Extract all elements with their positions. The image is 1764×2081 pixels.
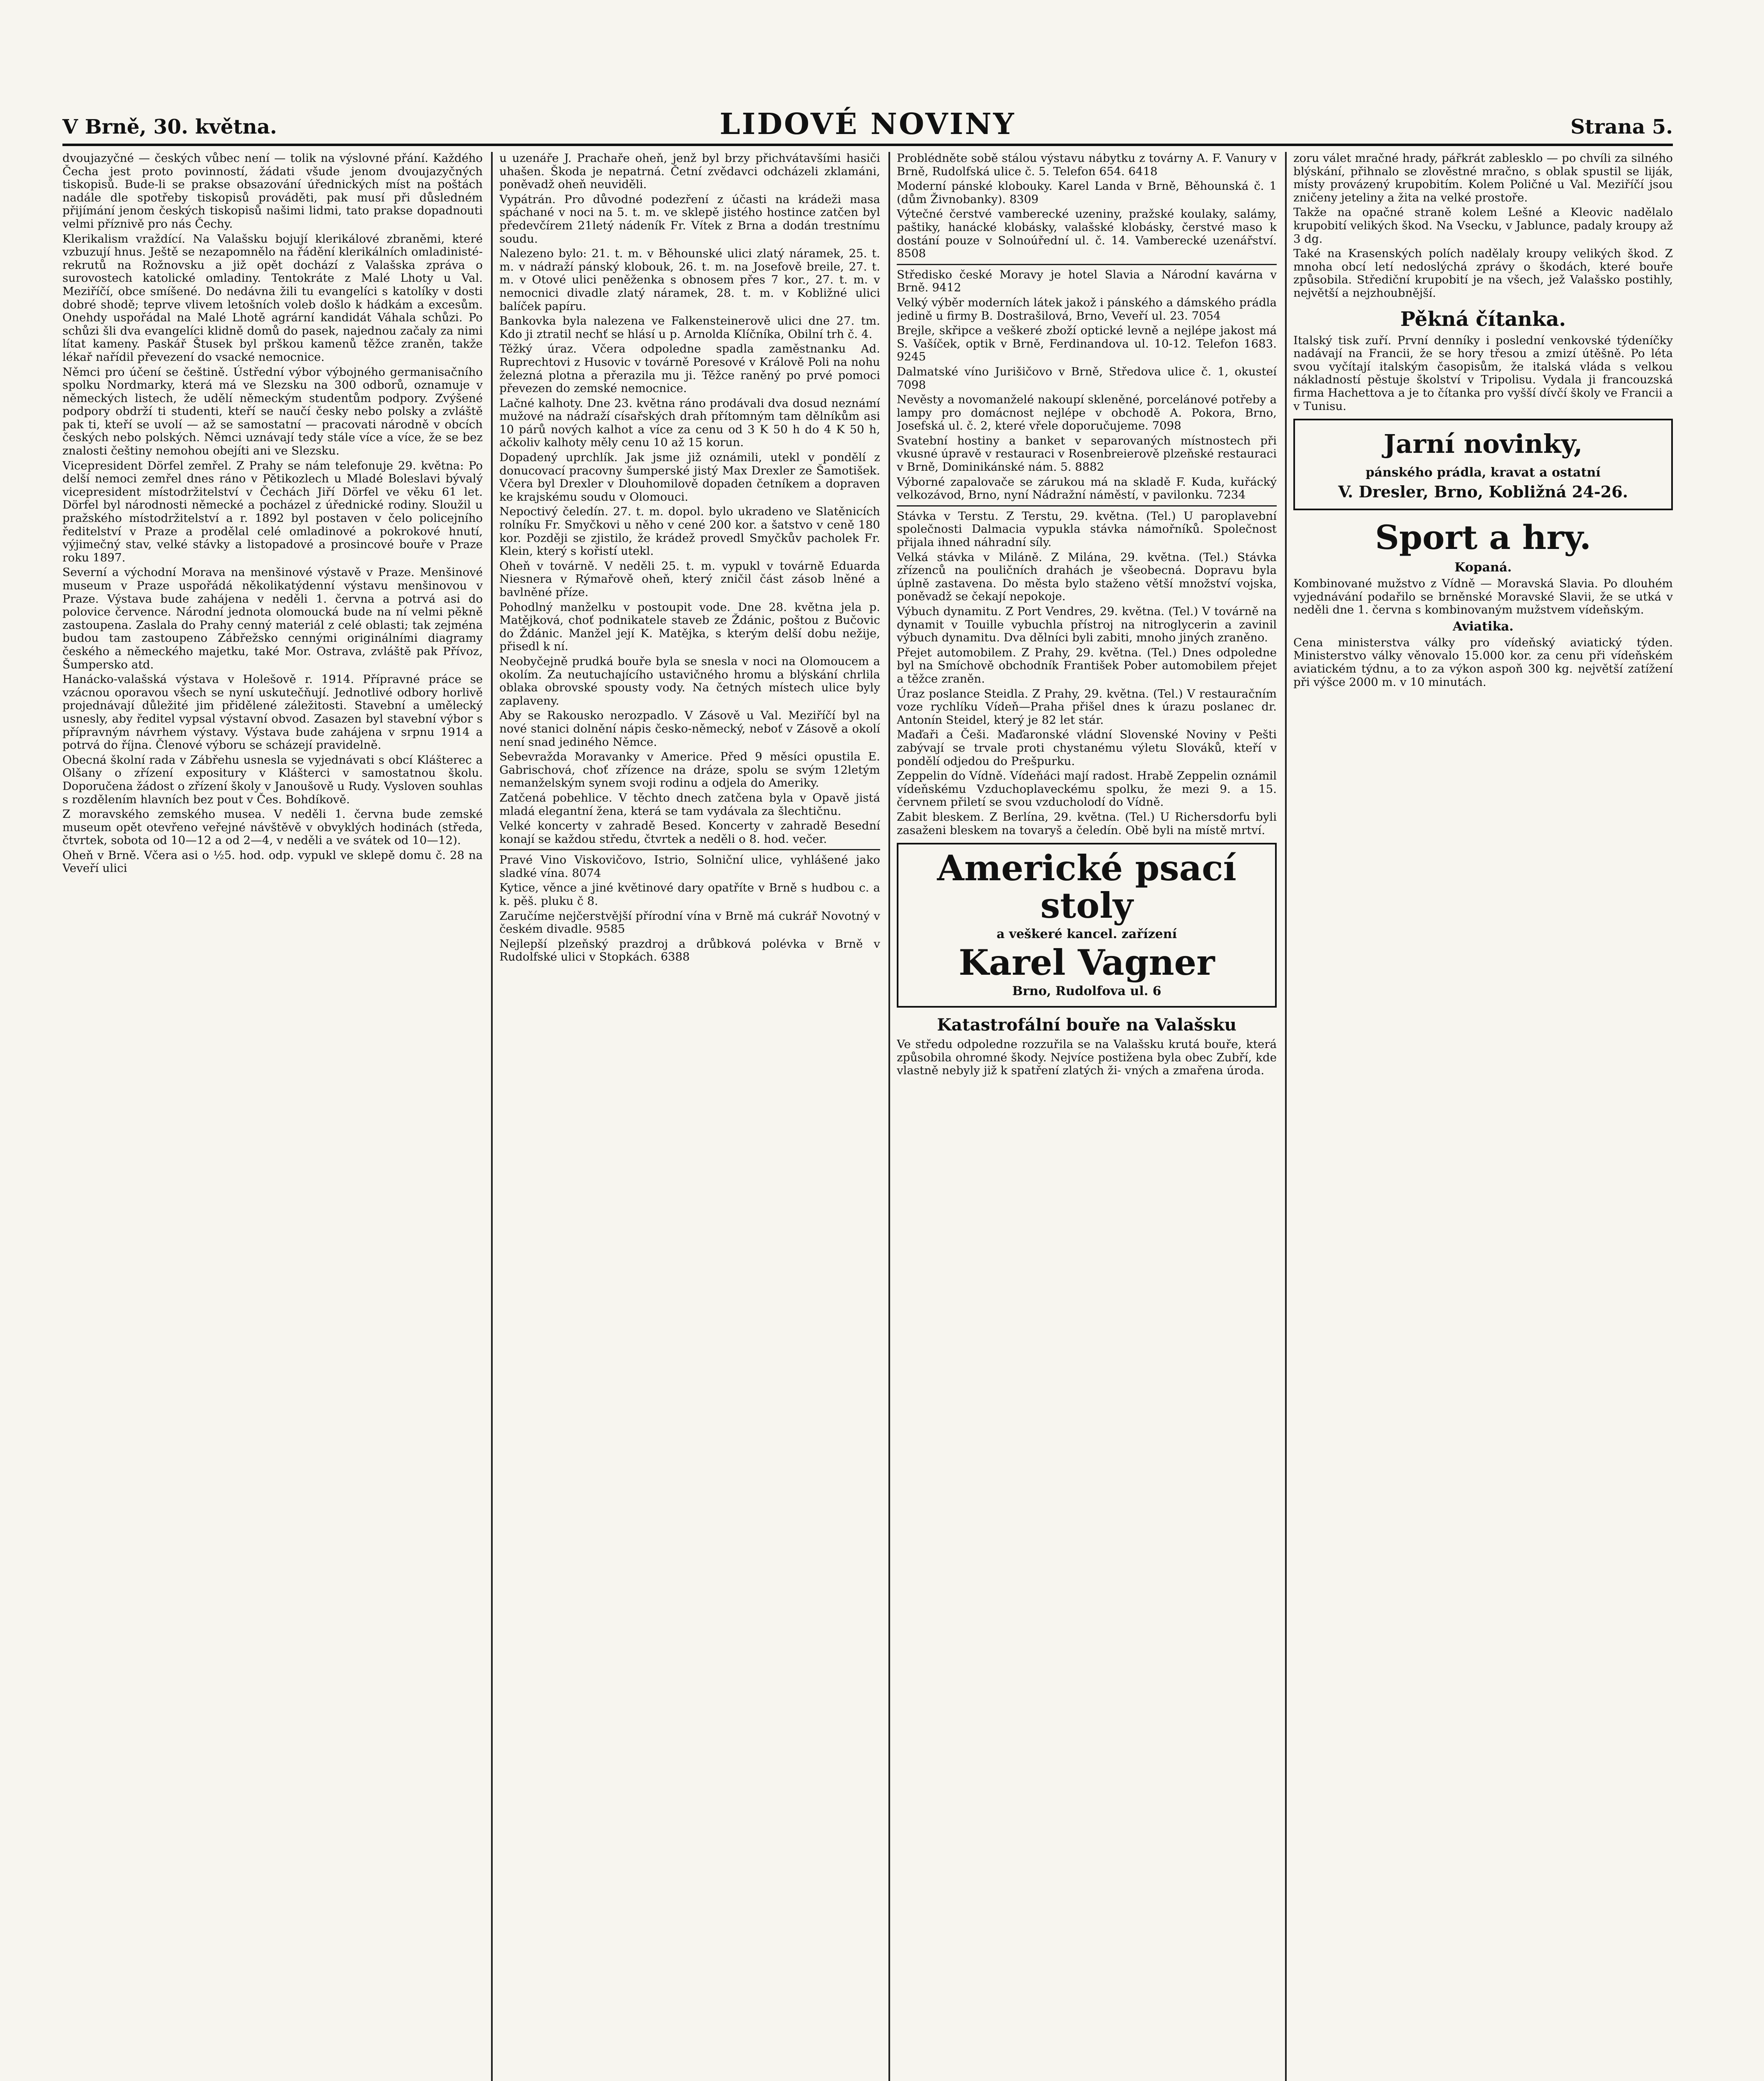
- advert: Svatební hostiny a banket v separovaných místnostech při vkusné úpravě v restauraci v Rosenbreierově plzeňské restauraci v Brně, Dominikánské nám. 5. 8882: [897, 434, 1277, 474]
- article: Neobyčejně prudká bouře byla se snesla v noci na Olomoucem a okolím. Za neutuchajícího ustavičného hromu a blýskání chrlila oblaka obrovské spousty vody. Na četných místech ulice byly zaplaveny.: [499, 654, 880, 708]
- page-header: [62, 106, 1673, 146]
- advert-firm: V. Dresler, Brno, Kobližná 24-26.: [1338, 482, 1628, 502]
- americke-stoly-advert: [897, 843, 1277, 1008]
- advert: Moderní pánské klobouky. Karel Landa v Brně, Běhounská č. 1 (dům Živnobanky). 8309: [897, 179, 1277, 206]
- column-rule: [888, 152, 890, 2081]
- divider: [897, 505, 1277, 507]
- column-rule: [1285, 152, 1287, 2081]
- article: Cena ministerstva války pro vídeňský aviatický týden. Ministerstvo války věnovalo 15.000 kor. za cenu při vídeňském aviatickém týdnu, a to za výkon aspoň 300 kg. největší zatížení při výšce 2000 m. v 10 minutách.: [1293, 636, 1673, 689]
- article: Úraz poslance Steidla. Z Prahy, 29. května. (Tel.) V restauračním voze rychlíku Vídeň—Praha přišel dnes k úrazu poslanec dr. Antonín Steidel, který je 82 let stár.: [897, 687, 1277, 727]
- column-4: [1293, 152, 1673, 2081]
- article: Maďaři a Češi. Maďaronské vládní Slovenské Noviny v Pešti zabývají se trvale proti chystanému výletu Slováků, kteří v pondělí odjedou do Prešpurku.: [897, 728, 1277, 768]
- advert: Brejle, skřipce a veškeré zboží optické levně a nejlépe jakost má S. Vašíček, optik v Brně, Ferdinandova ul. 10-12. Telefon 1683. 9245: [897, 324, 1277, 364]
- article: Přejet automobilem. Z Prahy, 29. května. (Tel.) Dnes odpoledne byl na Smíchově obchodník František Pober automobilem přejet a těžce zraněn.: [897, 646, 1277, 685]
- advert: Zaručíme nejčerstvější přírodní vína v Brně má cukrář Novotný v českém divadle. 9585: [499, 909, 880, 936]
- article: Těžký úraz. Včera odpoledne spadla zaměstnanku Ad. Ruprechtovi z Husovic v továrně Poresové v Králově Poli na nohu železná plotna a přerazila mu ji. Těžce raněný po prvé pomoci převezen do zemské nemocnice.: [499, 342, 880, 395]
- article: Bankovka byla nalezena ve Falkensteinerově ulici dne 27. tm. Kdo ji ztratil nechť se hlásí u p. Arnolda Klíčníka, Obilní trh č. 4.: [499, 314, 880, 341]
- article: Lačné kalhoty. Dne 23. května ráno prodávali dva dosud neznámí mužové na nádraží císařských drah přítomným tam dělníkům asi 10 párů nových kalhot a více za cenu od 3 K 50 h do 4 K 50 h, ačkoliv kalhoty měly cenu 10 až 15 korun.: [499, 396, 880, 449]
- article: u uzenáře J. Prachaře oheň, jenž byl brzy přichvátavšími hasiči uhašen. Škoda je nepatrná. Četní zvědavci odcházeli zklamáni, poněvadž oheň neuviděli.: [499, 152, 880, 191]
- article: Aby se Rakousko nerozpadlo. V Zásově u Val. Meziříčí byl na nové stanici dolnění nápis česko-německý, neboť v Zásově a okolí není snad jediného Němce.: [499, 709, 880, 749]
- page-number: Strana 5.: [1570, 115, 1673, 139]
- article: Nepoctivý čeledín. 27. t. m. dopol. bylo ukradeno ve Slatěnicích rolníku Fr. Smyčkovi u něho v cené 200 kor. a šatstvo v ceně 180 kor. Později se zjistilo, že krádež provedl Smyčkův pacholek Fr. Klein, který s kořistí utekl.: [499, 505, 880, 558]
- article: Zabit bleskem. Z Berlína, 29. května. (Tel.) U Richersdorfu byli zasaženi bleskem na tovaryš a čeledín. Obě byli na místě mrtví.: [897, 810, 1277, 837]
- masthead-title: LIDOVÉ NOVINY: [719, 107, 1016, 141]
- article: Obecná školní rada v Zábřehu usnesla se vyjednávati s obcí Klášterec a Olšany o zřízení expositury v Klášterci v samostatnou školu. Doporučena žádost o zřízení školy v Janoušově u Rudy. Vysloven souhlas s rozdělením hlavních bez pout v Čes. Bohdíkově.: [62, 753, 483, 806]
- article: Vicepresident Dörfel zemřel. Z Prahy se nám telefonuje 29. května: Po delší nemoci zemřel dnes ráno v Pětikozlech u Mladé Boleslavi bývalý vicepresident místodržitelství v Čechách Jiří Dörfel ve věku 61 let. Dörfel byl národnosti německé a pocházel z úřednické rodiny. Sloužil u pražského místodržitelství a r. 1892 byl postaven v čelo policejního ředitelství v Praze a prodělal celé omladinové a pokrokové hnutí, výjimečný stav, velké stávky a listopadové a prosincové bouře v Praze roku 1897.: [62, 459, 483, 564]
- advert: Výborné zapalovače se zárukou má na skladě F. Kuda, kuřácký velkozávod, Brno, nyní Nádražní náměstí, v pavilonku. 7234: [897, 475, 1277, 502]
- advert-firm: Karel Vagner: [958, 942, 1215, 983]
- article: Němci pro účení se češtině. Ústřední výbor výbojného germanisačního spolku Nordmarky, která má ve Slezsku na 300 odborů, oznamuje v německých listech, že udělí německým studentům podpory. Zvýšené podpory obdrží ti studenti, kteří se naučí česky nebo polsky a zvláště pak ti, kteří se uvolí — až se samostatní — pracovati národně v obcích českých nebo polských. Němci uznávají tedy stále více a více, že se bez znalosti češtiny nemohou obejíti ani ve Slezsku.: [62, 365, 483, 458]
- advert-headline: Jarní novinky,: [1383, 429, 1583, 459]
- jarni-novinky-advert: [1293, 419, 1673, 510]
- advert: Problédněte sobě stálou výstavu nábytku z továrny A. F. Vanury v Brně, Rudolfská ulice č. 5. Telefon 654. 6418: [897, 152, 1277, 178]
- article: Oheň v Brně. Včera asi o ½5. hod. odp. vypukl ve sklepě domu č. 28 na Veveří ulici: [62, 848, 483, 875]
- article: Vypátrán. Pro důvodné podezření z účasti na krádeži masa spáchané v noci na 5. t. m. ve sklepě jistého hostince zatčen byl předevčírem 21letý nádeník Fr. Vítek z Brna a dodán trestnímu soudu.: [499, 192, 880, 246]
- article: Nalezeno bylo: 21. t. m. v Běhounské ulici zlatý náramek, 25. t. m. v nádraží pánský klobouk, 26. t. m. na Josefově breile, 27. t. m. v Otové ulici peněženka s obnosem přes 7 kor., 27. t. m. v nemocnici divadle zlatý náramek, 28. t. m. v Kobližné ulici balíček papíru.: [499, 247, 880, 313]
- header-date: V Brně, 30. května.: [62, 115, 277, 139]
- advert-subline: a veškeré kancel. zařízení: [996, 927, 1177, 942]
- column-1: [62, 152, 483, 2081]
- article: Kombinované mužstvo z Vídně — Moravská Slavia. Po dlouhém vyjednávání podařilo se brněnské Moravské Slavii, že se utká v neděli dne 1. června s kombinovaným mužstvem vídeňským.: [1293, 577, 1673, 617]
- article: Oheň v továrně. V neděli 25. t. m. vypukl v továrně Eduarda Niesnera v Rýmařově oheň, který zničil část zásob lněné a bavlněné příze.: [499, 559, 880, 599]
- advert-headline: Americké psací: [937, 847, 1237, 889]
- article: Zeppelin do Vídně. Vídeňáci mají radost. Hrabě Zeppelin oznámil vídeňskému Vzduchoplaveckému spolku, že mezi 9. a 15. červnem přiletí se svou vzducholodí do Vídně.: [897, 769, 1277, 809]
- advert-subline: pánského prádla, kravat a ostatní: [1365, 465, 1601, 480]
- article: Klerikalism vraždící. Na Valašsku bojují klerikálové zbraněmi, které vzbuzují hnus. Ještě se nezapomnělo na řádění klerikálních omladinisté-rekrutů na Rožnovsku a již opět dochází z Valašska zpráva o surovostech katolické omladiny. Tentokráte z Malé Lhoty u Val. Meziříčí, obce smíšené. Do nedávna žili tu evangelíci s katolíky v dosti dobré shodě; teprve vlivem letošních voleb došlo k hádkám a excesům. Onehdy uspořádal na Malé Lhotě agrární kandidát Váhala schůzi. Po schůzi šli dva evangelíci klidně domů do pasek, najednou začaly za nimi lítat kameny. Paskář Štusek byl prškou kamenů těžce zraněn, takže lékař nařídil převezení do vsacké nemocnice.: [62, 232, 483, 364]
- article: Velká stávka v Miláně. Z Milána, 29. května. (Tel.) Stávka zřízenců na pouličních drahách je všeobecná. Dopravu byla úplně zastavena. Do města bylo staženo větší množství vojska, poněvadž se čekají nepokoje.: [897, 550, 1277, 603]
- advert: Výtečné čerstvé vamberecké uzeniny, pražské koulaky, salámy, paštiky, hanácké klobásky, valašské klobásky, čerstvé maso k dostání pouze v Solnoúřední ul. č. 14. Vamberecké uzenářství. 8508: [897, 207, 1277, 261]
- advert: Pravé Vino Viskovičovo, Istrio, Solniční ulice, vyhlášené jako sladké vína. 8074: [499, 853, 880, 880]
- section-heading: Sport a hry.: [1375, 518, 1591, 557]
- article: Takže na opačné straně kolem Lešné a Kleovic nadělalo krupobití velikých škod. Na Vsecku, v Jablunce, padaly kroupy až 3 dg.: [1293, 206, 1673, 246]
- article: zoru válet mračné hrady, pářkrát zablesklo — po chvíli za silného blýskání, přihnalo se zlověstné mračno, s oblak spustil se liják, místy provázený krupobitím. Kolem Poličné u Val. Meziříčí jsou zničeny jeteliny a žita na velké prostoře.: [1293, 152, 1673, 204]
- article: Zatčená pobehlice. V těchto dnech zatčena byla v Opavě jistá mladá elegantní žena, která se tam vydávala za šlechtičnu.: [499, 791, 880, 818]
- advert: Nejlepší plzeňský prazdroj a drůbková polévka v Brně v Rudolfské ulici v Stopkách. 6388: [499, 937, 880, 964]
- article: Výbuch dynamitu. Z Port Vendres, 29. května. (Tel.) V továrně na dynamit v Touille vybuchla přístroj na nitroglycerin a zavinil výbuch dynamitu. Dva dělníci byli zabiti, mnoho jiných zraněno.: [897, 605, 1277, 645]
- section-heading: Katastrofální bouře na Valašsku: [937, 1015, 1237, 1035]
- advert: Středisko české Moravy je hotel Slavia a Národní kavárna v Brně. 9412: [897, 268, 1277, 295]
- advert: Velký výběr moderních látek jakož i pánského a dámského prádla jedině u firmy B. Dostrašilová, Brno, Veveří ul. 23. 7054: [897, 296, 1277, 323]
- column-3: [897, 152, 1277, 2081]
- column-2: [499, 152, 880, 2081]
- advert: Dalmatské víno Jurišičovo v Brně, Středova ulice č. 1, okusteí 7098: [897, 365, 1277, 392]
- advert: Nevěsty a novomanželé nakoupí skleněné, porcelánové potřeby a lampy pro domácnost nejlépe v obchodě A. Pokora, Brno, Josefská ul. č. 2, které vřele doporučujeme. 7098: [897, 393, 1277, 433]
- article: Z moravského zemského musea. V neděli 1. června bude zemské museum opět otevřeno veřejné návštěvě v obvyklých hodinách (středa, čtvrtek, sobota od 10—12 a od 2—4, v neděli a ve svátek od 10—12).: [62, 807, 483, 847]
- article: Stávka v Terstu. Z Terstu, 29. května. (Tel.) U paroplavební společnosti Dalmacia vypukla stávka námořníků. Společnost přijala ihned náhradní síly.: [897, 509, 1277, 549]
- article: Dopadený uprchlík. Jak jsme již oznámili, utekl v pondělí z donucovací pracovny šumperské jistý Max Drexler ze Šamotišek. Včera byl Drexler v Dlouhomilově dopaden četníkem a dopraven ke krajskému soudu v Olomouci.: [499, 451, 880, 504]
- article: Italský tisk zuří. První denníky i poslední venkovské týdeníčky nadávají na Francii, že se hory třesou a zmizí útěšně. Po léta svou vyčítají italským časopisům, že italská vláda s velkou nákladností pěstuje školství v Tripolisu. Vydala ji francouzská firma Hachettova a je to čítanka pro vyšší dívčí školy ve Francii a v Tunisu.: [1293, 333, 1673, 413]
- divider: [897, 264, 1277, 265]
- article: Hanácko-valašská výstava v Holešově r. 1914. Přípravné práce se vzácnou oporavou všech se nyní uskutečňují. Jednotlivé odbory horlivě projednávají důležité jim přidělené záležitosti. Stavební a umělecký usnesly, aby ředitel vypsal výstavní obvod. Zasazen byl stavební výbor s přípravným návrhem výstavy. Výstava bude zahájena v srpnu 1914 a potrvá do října. Členové výboru se scházejí pravidelně.: [62, 673, 483, 752]
- column-rule: [491, 152, 493, 2081]
- advert-address: Brno, Rudolfova ul. 6: [1012, 984, 1161, 999]
- divider: [499, 849, 880, 850]
- article: Pohodlný manželku v postoupit vode. Dne 28. května jela p. Matějková, choť podnikatele staveb ze Ždánic, poštou z Bučovic do Ždánic. Manžel její K. Matějka, s kterým delší dobu nežije, přisedl k ní.: [499, 600, 880, 653]
- section-heading: Pěkná čítanka.: [1400, 307, 1566, 331]
- article: Velké koncerty v zahradě Besed. Koncerty v zahradě Besední konají se každou středu, čtvrtek a neděli o 8. hod. večer.: [499, 819, 880, 846]
- article: Severní a východní Morava na menšinové výstavě v Praze. Menšinové museum v Praze uspořádá několikatýdenní výstavu menšinovou v Praze. Výstava bude zahájena v neděli 1. června a potrvá asi do polovice července. Národní jednota olomoucká bude na ní velmi pěkně zastoupena. Zaslala do Prahy cenný materiál z celé oblasti; tak zejména budou tam zastoupeno Zábřežsko cennými originálními diagramy českého a německého majetku, také Mor. Ostrava, zvláště pak Přívoz, Šumpersko atd.: [62, 566, 483, 671]
- article: Sebevražda Moravanky v Americe. Před 9 měsíci opustila E. Gabrischová, choť zřízence na dráze, spolu se svým 12letým nemanželským synem svoji rodinu a odjela do Ameriky.: [499, 750, 880, 790]
- article: Také na Krasenských polích nadělaly kroupy velikých škod. Z mnoha obcí letí nedoslýchá zprávy o škodách, které bouře způsobila. Střediční krupobití je na všech, jež Valašsko postihly, největší a nejzhoubnější.: [1293, 247, 1673, 300]
- advert: Kytice, věnce a jiné květinové dary opatříte v Brně s hudbou c. a k. pěš. pluku č 8.: [499, 881, 880, 908]
- subsection-heading: Aviatika.: [1452, 619, 1514, 634]
- advert-headline: stoly: [1040, 885, 1133, 926]
- subsection-heading: Kopaná.: [1454, 560, 1512, 575]
- article: dvoujazyčné — českých vůbec není — tolik na výslovné přání. Každého Čecha jest proto povinností, žádati všude jenom dvoujazyčných tiskopisů. Bude-li se prakse obsazování úřednických míst na poštách nadále dle spotřeby tiskopisů prováděti, pak musí při důsledném přijímání jenom českých tiskopisů našimi lidmi, tato prakse dopadnouti velmi příznivě pro nás Čechy.: [62, 152, 483, 231]
- article: Ve středu odpoledne rozzuřila se na Valašsku krutá bouře, která způsobila ohromné škody. Nejvíce postižena byla obec Zubří, kde vlastně nebyly již k spatření zlatých ži- vných a zmařena úroda.: [897, 1038, 1277, 1078]
